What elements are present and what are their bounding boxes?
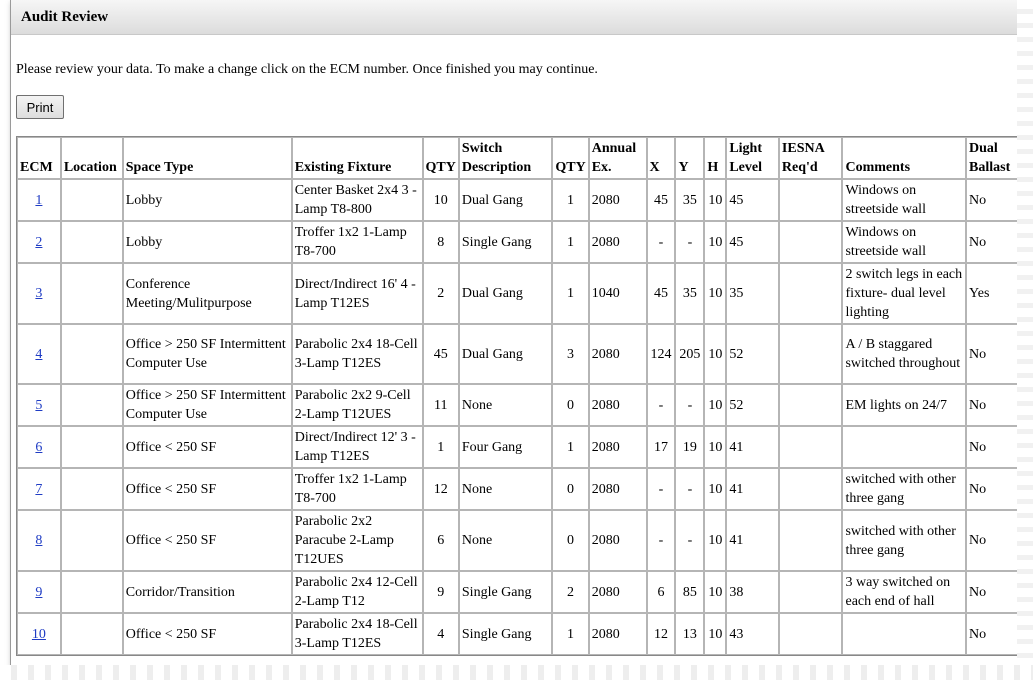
- cell-existing-fixture: Direct/Indirect 16' 4 -Lamp T12ES: [292, 263, 423, 324]
- ecm-link[interactable]: 9: [35, 584, 43, 600]
- cell-qty: 12: [423, 468, 459, 510]
- cell-qty-2: 0: [552, 384, 588, 426]
- cell-comments: Windows on streetside wall: [842, 179, 966, 221]
- cell-qty: 11: [423, 384, 459, 426]
- cell-existing-fixture: Parabolic 2x4 18-Cell 3-Lamp T12ES: [292, 613, 423, 655]
- col-header-iesna: IESNA Req'd: [779, 137, 843, 179]
- cell-light-level: 41: [726, 510, 779, 571]
- cell-annual-ex: 2080: [589, 221, 647, 263]
- col-header-y: Y: [675, 137, 704, 179]
- cell-h: 10: [704, 263, 726, 324]
- cell-dual-ballast: No: [966, 324, 1018, 384]
- cell-switch-description: Single Gang: [459, 221, 552, 263]
- cell-space-type: Lobby: [123, 179, 292, 221]
- col-header-space-type: Space Type: [123, 137, 292, 179]
- cell-h: 10: [704, 468, 726, 510]
- cell-annual-ex: 2080: [589, 324, 647, 384]
- cell-annual-ex: 2080: [589, 468, 647, 510]
- cell-qty: 8: [423, 221, 459, 263]
- cell-space-type: Corridor/Transition: [123, 571, 292, 613]
- cell-qty-2: 1: [552, 221, 588, 263]
- cell-existing-fixture: Parabolic 2x4 18-Cell 3-Lamp T12ES: [292, 324, 423, 384]
- cell-light-level: 35: [726, 263, 779, 324]
- audit-review-window: [10, 0, 1019, 666]
- cell-existing-fixture: Parabolic 2x4 12-Cell 2-Lamp T12: [292, 571, 423, 613]
- cell-h: 10: [704, 571, 726, 613]
- cell-iesna: [779, 426, 843, 468]
- cell-qty-2: 1: [552, 263, 588, 324]
- table-header-row: [17, 137, 1018, 179]
- cell-light-level: 45: [726, 221, 779, 263]
- cell-iesna: [779, 263, 843, 324]
- cell-qty-2: 0: [552, 468, 588, 510]
- ecm-link[interactable]: 7: [35, 481, 43, 497]
- cell-annual-ex: 1040: [589, 263, 647, 324]
- audit-table: [16, 136, 1019, 656]
- cell-qty: 45: [423, 324, 459, 384]
- ecm-link[interactable]: 4: [35, 346, 43, 362]
- cell-switch-description: None: [459, 384, 552, 426]
- cell-location: [61, 426, 123, 468]
- cell-annual-ex: 2080: [589, 571, 647, 613]
- cell-space-type: Office > 250 SF Intermittent Computer Use: [123, 384, 292, 426]
- cell-iesna: [779, 384, 843, 426]
- cell-y: 85: [675, 571, 704, 613]
- col-header-comments: Comments: [842, 137, 966, 179]
- cell-x: -: [647, 384, 676, 426]
- cell-existing-fixture: Parabolic 2x2 9-Cell 2-Lamp T12UES: [292, 384, 423, 426]
- cell-annual-ex: 2080: [589, 510, 647, 571]
- col-header-location: Location: [61, 137, 123, 179]
- table-row: [17, 384, 1018, 426]
- col-header-qty-2: QTY: [552, 137, 588, 179]
- cell-y: -: [675, 510, 704, 571]
- instructions-text: Please review your data. To make a change click on the ECM number. Once finished you may continue.: [16, 62, 598, 77]
- col-header-existing-fixture: Existing Fixture: [292, 137, 423, 179]
- cell-qty: 6: [423, 510, 459, 571]
- col-header-ecm: ECM: [17, 137, 61, 179]
- cell-comments: 2 switch legs in each fixture- dual level lighting: [842, 263, 966, 324]
- cell-ecm: [17, 571, 61, 613]
- cell-x: -: [647, 468, 676, 510]
- cell-existing-fixture: Direct/Indirect 12' 3 -Lamp T12ES: [292, 426, 423, 468]
- cell-comments: 3 way switched on each end of hall: [842, 571, 966, 613]
- cell-space-type: Office < 250 SF: [123, 426, 292, 468]
- cell-light-level: 45: [726, 179, 779, 221]
- table-row: [17, 468, 1018, 510]
- cell-x: -: [647, 221, 676, 263]
- cell-y: 205: [675, 324, 704, 384]
- cell-h: 10: [704, 613, 726, 655]
- cell-dual-ballast: No: [966, 384, 1018, 426]
- ecm-link[interactable]: 2: [35, 234, 43, 250]
- cell-ecm: [17, 384, 61, 426]
- cell-dual-ballast: No: [966, 613, 1018, 655]
- cell-ecm: [17, 324, 61, 384]
- cell-light-level: 52: [726, 384, 779, 426]
- cell-switch-description: Single Gang: [459, 613, 552, 655]
- cell-comments: [842, 426, 966, 468]
- col-header-light-level: Light Level: [726, 137, 779, 179]
- torn-edge-right: [1017, 0, 1033, 680]
- table-row: [17, 263, 1018, 324]
- cell-dual-ballast: No: [966, 426, 1018, 468]
- cell-existing-fixture: Troffer 1x2 1-Lamp T8-700: [292, 221, 423, 263]
- cell-qty: 9: [423, 571, 459, 613]
- cell-space-type: Conference Meeting/Mulitpurpose: [123, 263, 292, 324]
- cell-switch-description: Dual Gang: [459, 324, 552, 384]
- window-title: Audit Review: [11, 0, 1019, 35]
- torn-edge-bottom: [0, 665, 1033, 680]
- table-row: [17, 510, 1018, 571]
- cell-space-type: Office < 250 SF: [123, 510, 292, 571]
- cell-h: 10: [704, 324, 726, 384]
- cell-x: 45: [647, 179, 676, 221]
- table-row: [17, 613, 1018, 655]
- cell-y: -: [675, 221, 704, 263]
- ecm-link[interactable]: 1: [35, 192, 43, 208]
- cell-location: [61, 179, 123, 221]
- cell-iesna: [779, 571, 843, 613]
- table-row: [17, 179, 1018, 221]
- col-header-dual-ballast: Dual Ballast: [966, 137, 1018, 179]
- cell-location: [61, 263, 123, 324]
- cell-y: 35: [675, 263, 704, 324]
- ecm-link[interactable]: 5: [35, 397, 43, 413]
- cell-location: [61, 221, 123, 263]
- cell-qty: 2: [423, 263, 459, 324]
- cell-space-type: Office > 250 SF Intermittent Computer Use: [123, 324, 292, 384]
- cell-location: [61, 571, 123, 613]
- cell-switch-description: None: [459, 468, 552, 510]
- col-header-x: X: [647, 137, 676, 179]
- cell-location: [61, 613, 123, 655]
- cell-existing-fixture: Parabolic 2x2 Paracube 2-Lamp T12UES: [292, 510, 423, 571]
- cell-h: 10: [704, 221, 726, 263]
- cell-existing-fixture: Troffer 1x2 1-Lamp T8-700: [292, 468, 423, 510]
- print-button[interactable]: Print: [16, 95, 64, 119]
- cell-qty-2: 0: [552, 510, 588, 571]
- cell-location: [61, 324, 123, 384]
- cell-space-type: Office < 250 SF: [123, 613, 292, 655]
- cell-ecm: [17, 510, 61, 571]
- cell-location: [61, 384, 123, 426]
- cell-dual-ballast: No: [966, 468, 1018, 510]
- cell-comments: A / B staggared switched throughout: [842, 324, 966, 384]
- col-header-annual-ex: Annual Ex.: [589, 137, 647, 179]
- cell-y: 35: [675, 179, 704, 221]
- cell-switch-description: Dual Gang: [459, 263, 552, 324]
- cell-ecm: [17, 468, 61, 510]
- cell-iesna: [779, 510, 843, 571]
- ecm-link[interactable]: 8: [35, 533, 43, 548]
- cell-y: 19: [675, 426, 704, 468]
- cell-x: -: [647, 510, 676, 571]
- cell-qty-2: 1: [552, 179, 588, 221]
- table-row: [17, 571, 1018, 613]
- ecm-link[interactable]: 6: [35, 439, 43, 455]
- cell-qty: 1: [423, 426, 459, 468]
- cell-switch-description: None: [459, 510, 552, 571]
- cell-h: 10: [704, 426, 726, 468]
- cell-iesna: [779, 221, 843, 263]
- cell-qty-2: 2: [552, 571, 588, 613]
- cell-space-type: Lobby: [123, 221, 292, 263]
- cell-iesna: [779, 468, 843, 510]
- cell-iesna: [779, 324, 843, 384]
- cell-y: 13: [675, 613, 704, 655]
- cell-light-level: 38: [726, 571, 779, 613]
- cell-y: -: [675, 468, 704, 510]
- cell-iesna: [779, 179, 843, 221]
- cell-existing-fixture: Center Basket 2x4 3 -Lamp T8-800: [292, 179, 423, 221]
- table-row: [17, 221, 1018, 263]
- table-row: [17, 426, 1018, 468]
- cell-light-level: 52: [726, 324, 779, 384]
- cell-ecm: [17, 426, 61, 468]
- cell-qty: 10: [423, 179, 459, 221]
- col-header-switch-description: Switch Description: [459, 137, 552, 179]
- cell-comments: Windows on streetside wall: [842, 221, 966, 263]
- cell-dual-ballast: No: [966, 179, 1018, 221]
- col-header-h: H: [704, 137, 726, 179]
- cell-light-level: 41: [726, 426, 779, 468]
- ecm-link[interactable]: 3: [35, 286, 43, 301]
- cell-qty-2: 3: [552, 324, 588, 384]
- cell-location: [61, 510, 123, 571]
- cell-dual-ballast: No: [966, 510, 1018, 571]
- cell-ecm: [17, 221, 61, 263]
- cell-x: 45: [647, 263, 676, 324]
- cell-comments: switched with other three gang: [842, 510, 966, 571]
- cell-dual-ballast: No: [966, 221, 1018, 263]
- cell-dual-ballast: No: [966, 571, 1018, 613]
- cell-light-level: 43: [726, 613, 779, 655]
- cell-annual-ex: 2080: [589, 179, 647, 221]
- cell-comments: EM lights on 24/7: [842, 384, 966, 426]
- cell-annual-ex: 2080: [589, 613, 647, 655]
- cell-ecm: [17, 263, 61, 324]
- table-row: [17, 324, 1018, 384]
- cell-iesna: [779, 613, 843, 655]
- cell-h: 10: [704, 179, 726, 221]
- cell-qty: 4: [423, 613, 459, 655]
- cell-space-type: Office < 250 SF: [123, 468, 292, 510]
- cell-h: 10: [704, 510, 726, 571]
- cell-switch-description: Single Gang: [459, 571, 552, 613]
- audit-table-body: [17, 179, 1018, 655]
- cell-comments: switched with other three gang: [842, 468, 966, 510]
- cell-comments: [842, 613, 966, 655]
- cell-x: 124: [647, 324, 676, 384]
- cell-switch-description: Four Gang: [459, 426, 552, 468]
- cell-ecm: [17, 613, 61, 655]
- cell-x: 12: [647, 613, 676, 655]
- cell-annual-ex: 2080: [589, 426, 647, 468]
- cell-qty-2: 1: [552, 426, 588, 468]
- cell-light-level: 41: [726, 468, 779, 510]
- cell-y: -: [675, 384, 704, 426]
- col-header-qty: QTY: [423, 137, 459, 179]
- cell-dual-ballast: Yes: [966, 263, 1018, 324]
- cell-x: 6: [647, 571, 676, 613]
- cell-switch-description: Dual Gang: [459, 179, 552, 221]
- cell-x: 17: [647, 426, 676, 468]
- ecm-link[interactable]: 10: [31, 626, 46, 642]
- cell-annual-ex: 2080: [589, 384, 647, 426]
- cell-ecm: [17, 179, 61, 221]
- cell-qty-2: 1: [552, 613, 588, 655]
- cell-h: 10: [704, 384, 726, 426]
- cell-location: [61, 468, 123, 510]
